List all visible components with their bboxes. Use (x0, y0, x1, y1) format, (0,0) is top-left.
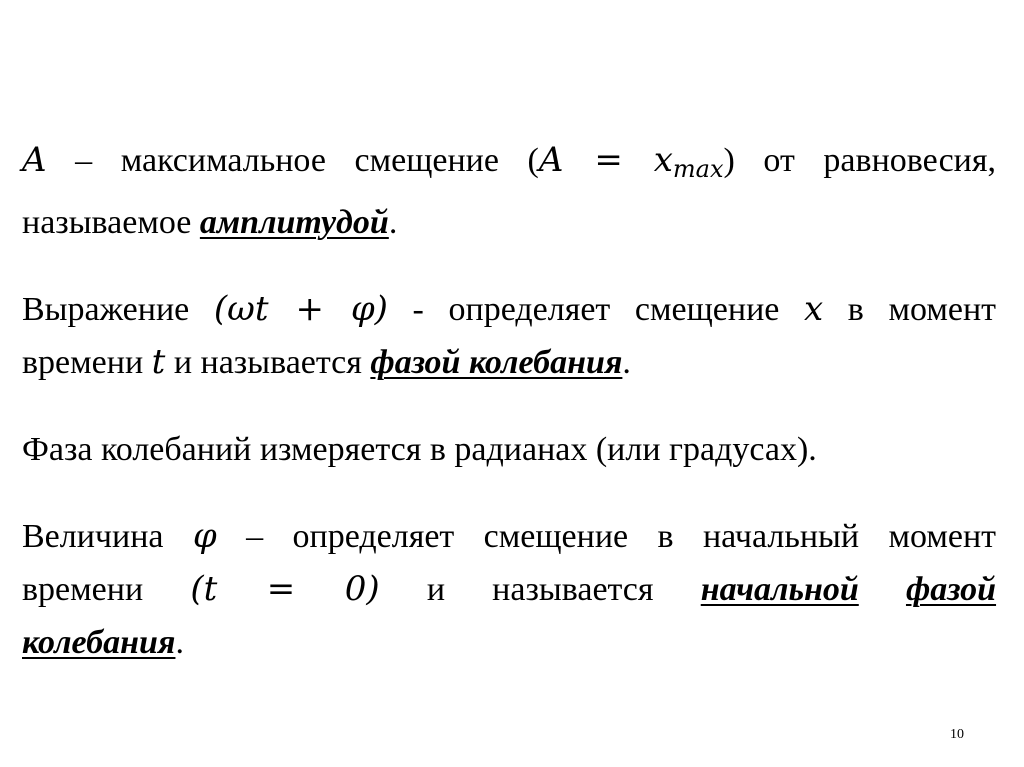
paragraph-line: Фаза колебаний измеряется в радианах (или градусах). (22, 431, 817, 468)
text: и называется (165, 344, 371, 381)
variable-t: t (151, 342, 166, 382)
formula-subscript-max: max (672, 155, 724, 183)
formula-omega-t-plus-phi: (ωt + φ) (213, 289, 388, 329)
text: – максимальное смещение ( (46, 142, 539, 179)
text: . (622, 344, 631, 381)
text: называемое (22, 204, 200, 241)
paragraph-line (22, 510, 996, 563)
text: и называется (426, 571, 654, 608)
paragraph-phase-units (22, 423, 996, 476)
paragraph-phase (22, 283, 996, 389)
text: - определяет смещение (387, 291, 804, 328)
text: ) от равновесия, (723, 142, 996, 179)
slide-content (22, 134, 996, 669)
text: времени (22, 571, 144, 608)
term-amplitude: амплитудой (199, 204, 389, 241)
paragraph-line (22, 563, 996, 616)
text: Выражение (22, 291, 214, 328)
paragraph-line (22, 134, 996, 196)
text: Величина (22, 518, 193, 555)
formula-t-equals-zero: (t = 0) (190, 569, 380, 609)
term-initial-phase-part2: фазой (905, 571, 997, 608)
text: . (388, 204, 398, 241)
term-phase: фазой колебания (370, 344, 623, 381)
paragraph-line (22, 336, 996, 389)
variable-x: x (803, 289, 824, 329)
paragraph-line (22, 616, 996, 669)
text: . (175, 624, 184, 661)
text: в момент (823, 291, 996, 328)
paragraph-line (22, 196, 996, 249)
text: – определяет смещение в начальный момент (216, 518, 996, 555)
variable-a: A (22, 140, 47, 180)
term-initial-phase-part3: колебания (22, 624, 176, 661)
paragraph-line (22, 283, 996, 336)
paragraph-amplitude (22, 134, 996, 249)
paragraph-initial-phase (22, 510, 996, 669)
text: времени (22, 344, 152, 381)
formula-a-equals-x: A = x (538, 140, 673, 180)
variable-phi: φ (192, 516, 217, 556)
term-initial-phase-part1: начальной (700, 571, 859, 608)
page-number: 10 (950, 727, 964, 742)
